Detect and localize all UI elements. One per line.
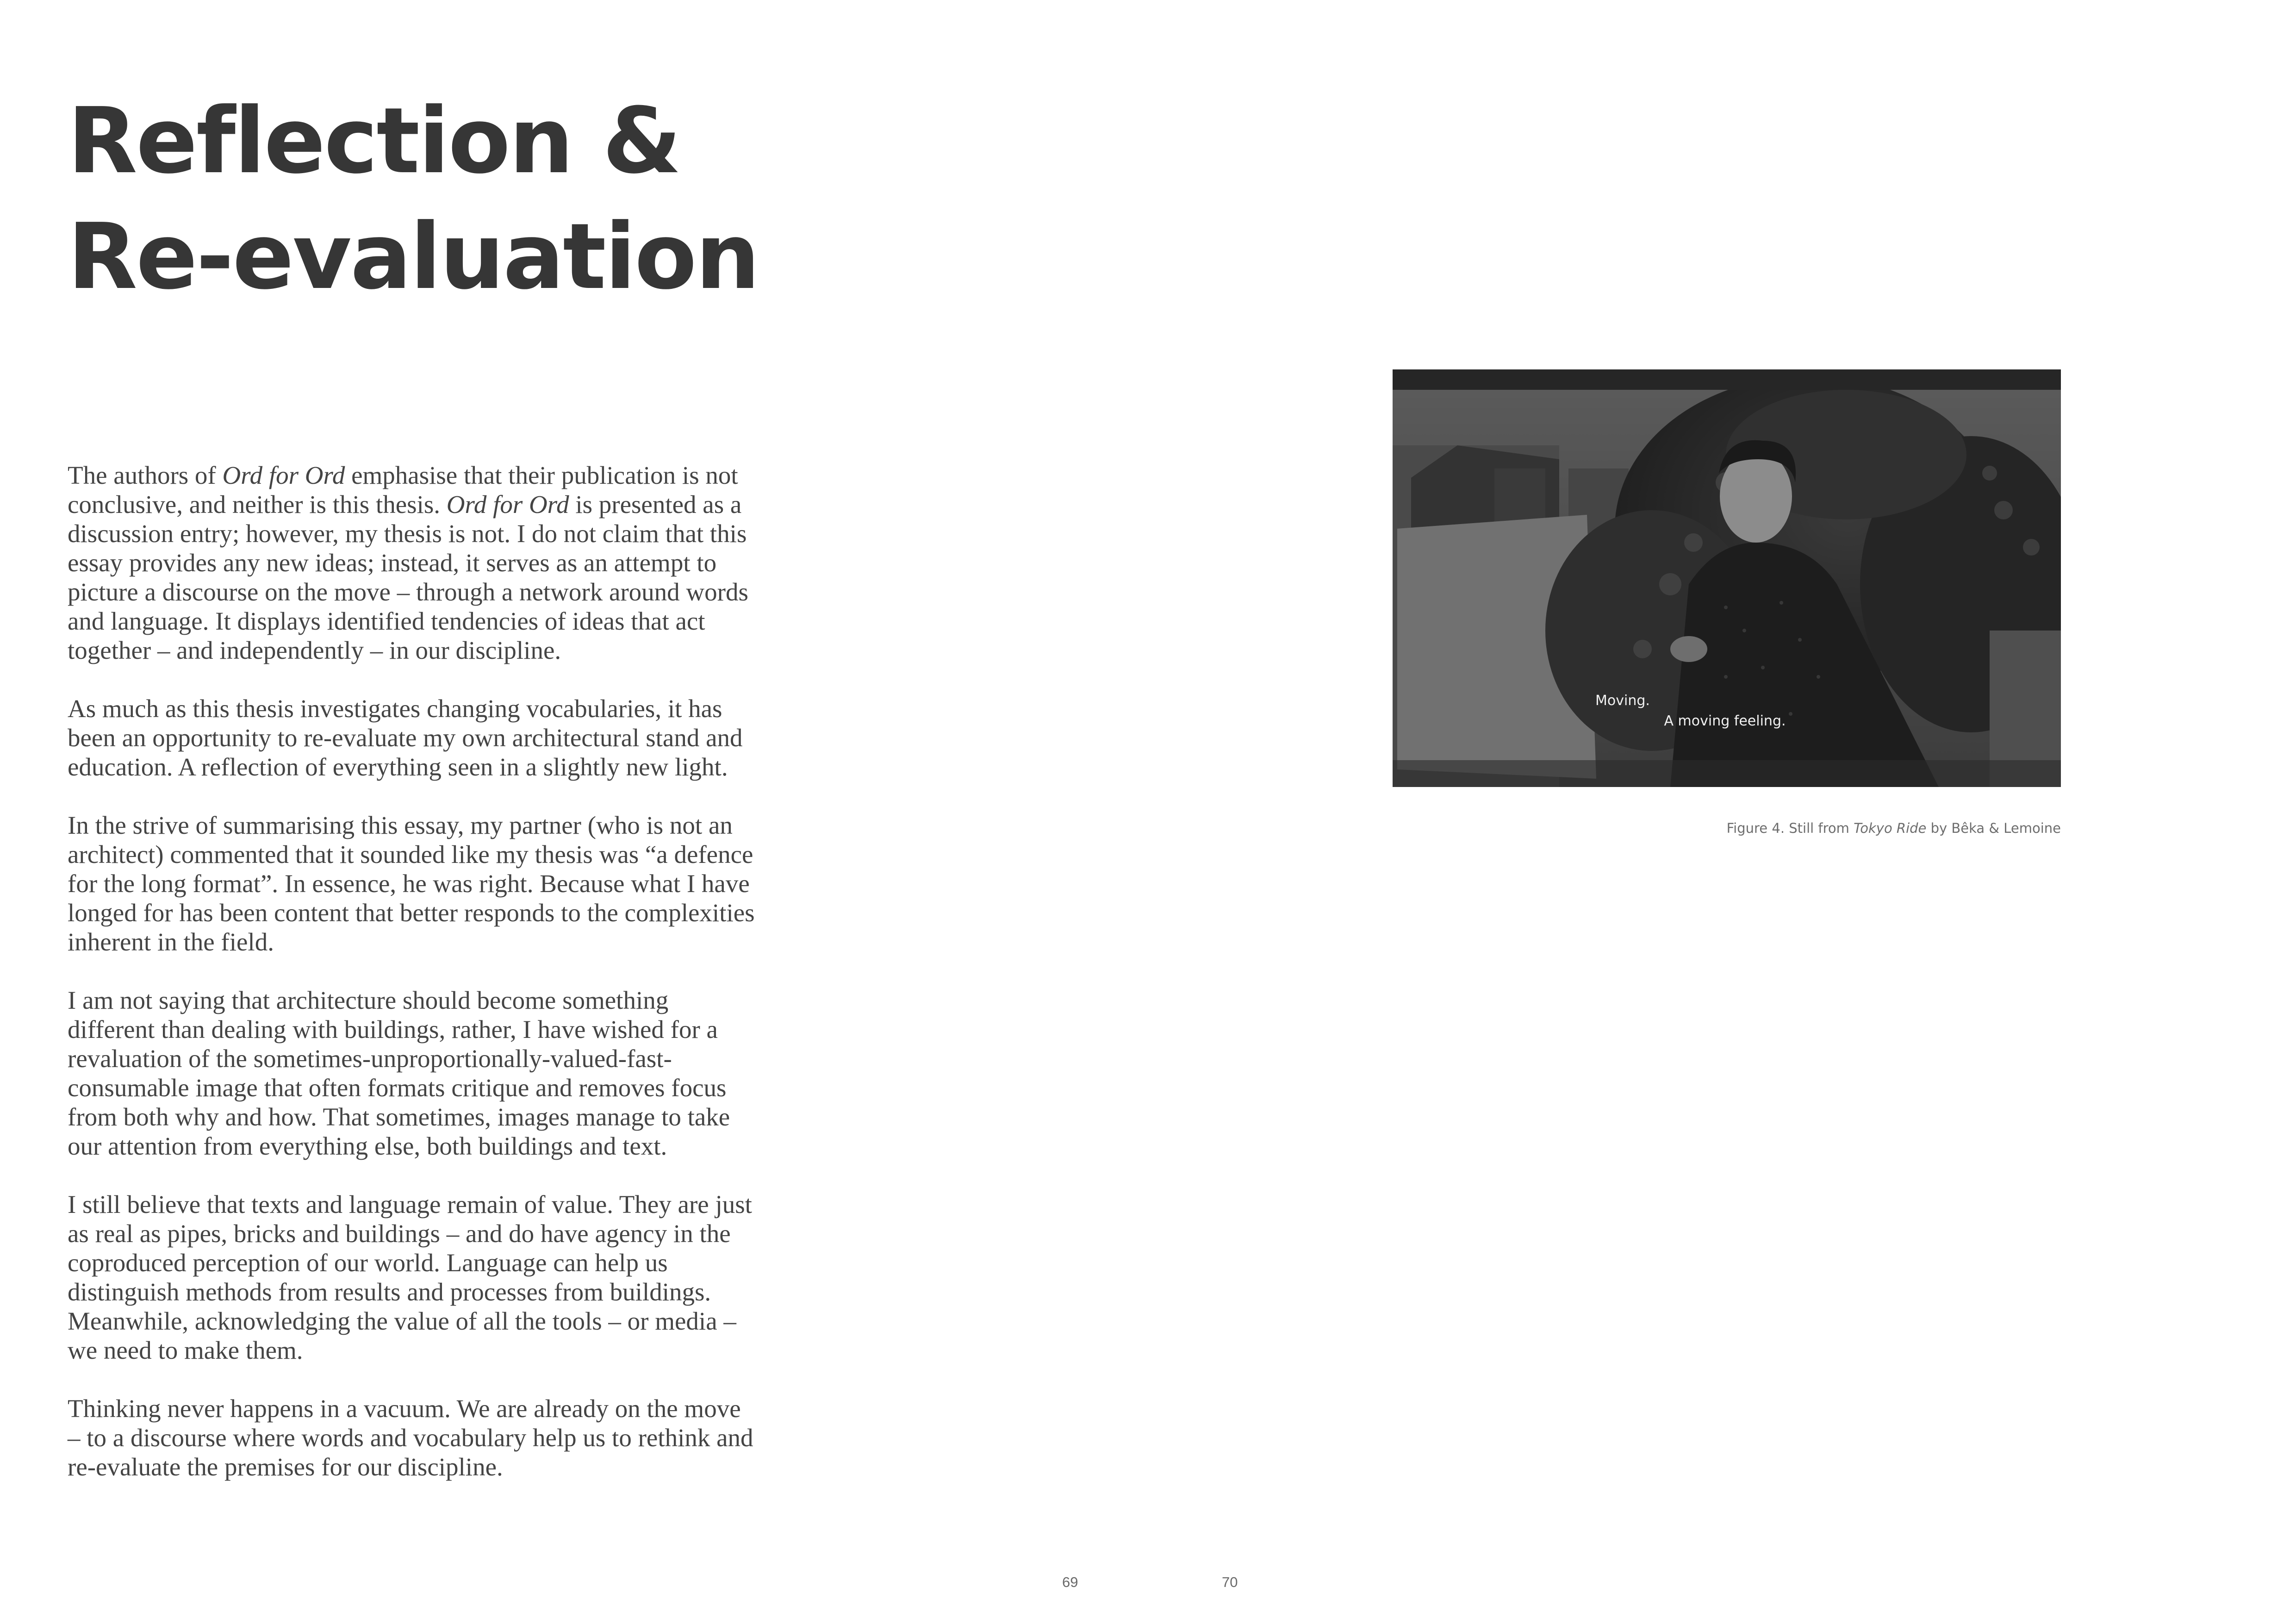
subtitle-line-2: A moving feeling. [1664,713,1786,729]
subtitle-line-1: Moving. [1595,693,1650,709]
paragraph-6: Thinking never happens in a vacuum. We are already on the move – to a discourse where words and vocabulary help us to rethink and re-evaluate the premises for our discipline. [68,1394,753,1481]
page-number-left: 69 [1062,1574,1078,1590]
paragraph-3: In the strive of summarising this essay, my partner (who is not an architect) commented that it sounded like my thesis was “a defence for the long format”. In essence, he was right. Because what I have longed for has been content that better responds to the complexities inherent in the field. [68,811,755,956]
figure-caption: Figure 4. Still from Tokyo Ride by Bêka & Lemoine [1726,820,2061,836]
film-title: Tokyo Ride [1854,820,1927,836]
paragraph-2: As much as this thesis investigates changing vocabularies, it has been an opportunity to re-evaluate my own architectural stand and education. A reflection of everything seen in a slightly new light. [68,694,743,781]
publication-title: Ord for Ord [446,490,569,518]
paragraph-4: I am not saying that architecture should become something different than dealing with buildings, rather, I have wished for a revaluation of the sometimes-unproportionally-valued-fast-consumable image that often formats critique and removes focus from both why and how. That sometimes, images manage to take our attention from everything else, both buildings and text. [68,986,730,1160]
film-still-figure [1393,369,2061,787]
body-text [68,461,757,1511]
page-title [68,83,759,315]
title-line-2: Re-evaluation [68,204,759,310]
film-subtitles [1393,691,2061,731]
publication-title: Ord for Ord [222,461,345,489]
paragraph-5: I still believe that texts and language remain of value. They are just as real as pipes, bricks and buildings – and do have agency in the coproduced perception of our world. Language can help us distinguish methods from results and processes from buildings. Meanwhile, acknowledging the value of all the tools – or media – we need to make them. [68,1190,752,1364]
paragraph-1: The authors of Ord for Ord emphasise that their publication is not conclusive, and neither is this thesis. Ord for Ord is presented as a discussion entry; however, my thesis is not. I do not claim that this essay provides any new ideas; instead, it serves as an attempt to picture a discourse on the move – through a network around words and language. It displays identified tendencies of ideas that act together – and independently – in our discipline. [68,461,748,664]
title-line-1: Reflection & [68,88,680,194]
page-number-right: 70 [1222,1574,1238,1590]
